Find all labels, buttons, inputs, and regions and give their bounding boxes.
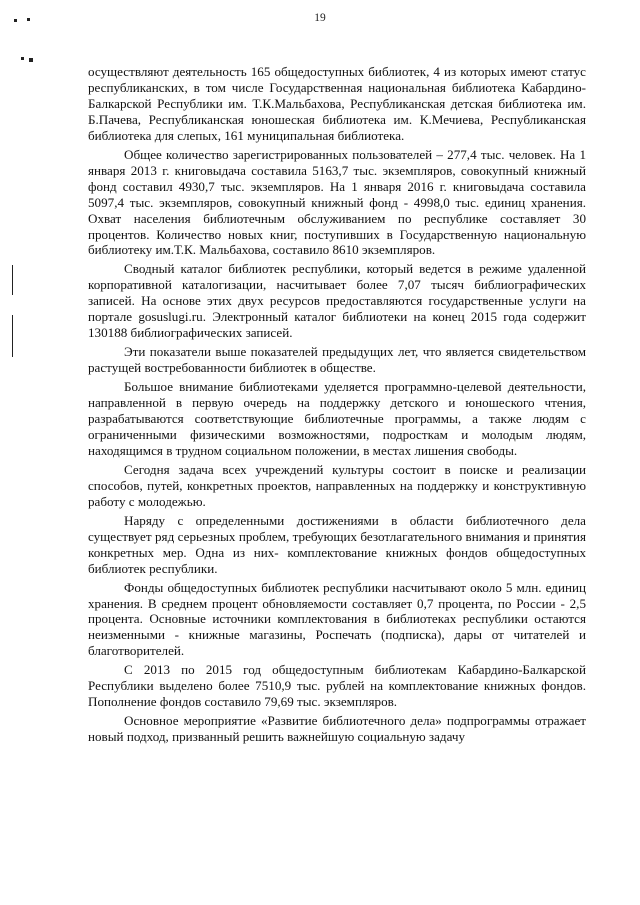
- paragraph: С 2013 по 2015 год общедоступным библиотекам Кабардино-Балкарской Республики выделено более 7510,9 тыс. рублей на комплектование книжных фондов. Пополнение фондов составило 79,69 тыс. экземпляров.: [88, 662, 586, 710]
- paragraph: Сводный каталог библиотек республики, который ведется в режиме удаленной корпоративной каталогизации, насчитывает более 7,07 тысяч библиографических записей. На основе этих двух ресурсов предоставляются государственные услуги на портале gosuslugi.ru. Электронный каталог библиотеки на конец 2015 года содержит 130188 библиографических записей.: [88, 261, 586, 341]
- paragraph: Общее количество зарегистрированных пользователей – 277,4 тыс. человек. На 1 января 2013 г. книговыдача составила 5163,7 тыс. экземпляров, совокупный книжный фонд составил 4930,7 тыс. экземпляров. На 1 января 2016 г. книговыдача составила 5097,4 тыс. экземпляров, совокупный книжный фонд - 4998,0 тыс. единиц хранения. Охват населения библиотечным обслуживанием по республике составляет 30 процентов. Количество новых книг, поступивших в Государственную национальную библиотеку им.Т.К. Мальбахова, составило 8610 экземпляров.: [88, 146, 586, 258]
- margin-line: [12, 265, 13, 295]
- page-number: 19: [314, 12, 326, 24]
- scan-mark: [27, 18, 30, 21]
- scan-mark: [21, 57, 24, 60]
- margin-line: [12, 315, 13, 357]
- paragraph: осуществляют деятельность 165 общедоступных библиотек, 4 из которых имеют статус республиканских, в том числе Государственная национальная библиотека Кабардино-Балкарской Республики им. Т.К.Мальбахова, Республиканская детская библиотека им. Б.Пачева, Республиканская юношеская библиотека им. К.Мечиева, Республиканская библиотека для слепых, 161 муниципальная библиотека.: [88, 64, 586, 143]
- paragraph: Эти показатели выше показателей предыдущих лет, что является свидетельством растущей востребованности библиотек в обществе.: [88, 344, 586, 376]
- paragraph: Наряду с определенными достижениями в области библиотечного дела существует ряд серьезных проблем, требующих безотлагательного внимания и принятия конкретных мер. Одна из них- комплектование книжных фондов общедоступных библиотек республики.: [88, 512, 586, 576]
- scan-mark: [14, 19, 17, 22]
- paragraph: Сегодня задача всех учреждений культуры состоит в поиске и реализации способов, путей, конкретных проектов, направленных на поддержку и конструктивную работу с молодежью.: [88, 461, 586, 509]
- body-text: [88, 64, 586, 748]
- paragraph: Фонды общедоступных библиотек республики насчитывают около 5 млн. единиц хранения. В среднем процент обновляемости составляет 0,7 процента, по России - 2,5 процента. Основные источники комплектования в библиотеках республики остаются неизменными - книжные магазины, Роспечать (подписка), дары от читателей и благотворителей.: [88, 579, 586, 659]
- paragraph: Основное мероприятие «Развитие библиотечного дела» подпрограммы отражает новый подход, призванный решить важнейшую социальную задачу: [88, 713, 586, 745]
- scan-mark: [29, 58, 33, 62]
- paragraph: Большое внимание библиотеками уделяется программно-целевой деятельности, направленной в первую очередь на поддержку детского и юношеского чтения, разрабатываются соответствующие библиотечные программы, а также людям с ограниченными физическими возможностями, подросткам и молодым людям, находящимся в трудном социальном положении, в местах лишения свободы.: [88, 379, 586, 458]
